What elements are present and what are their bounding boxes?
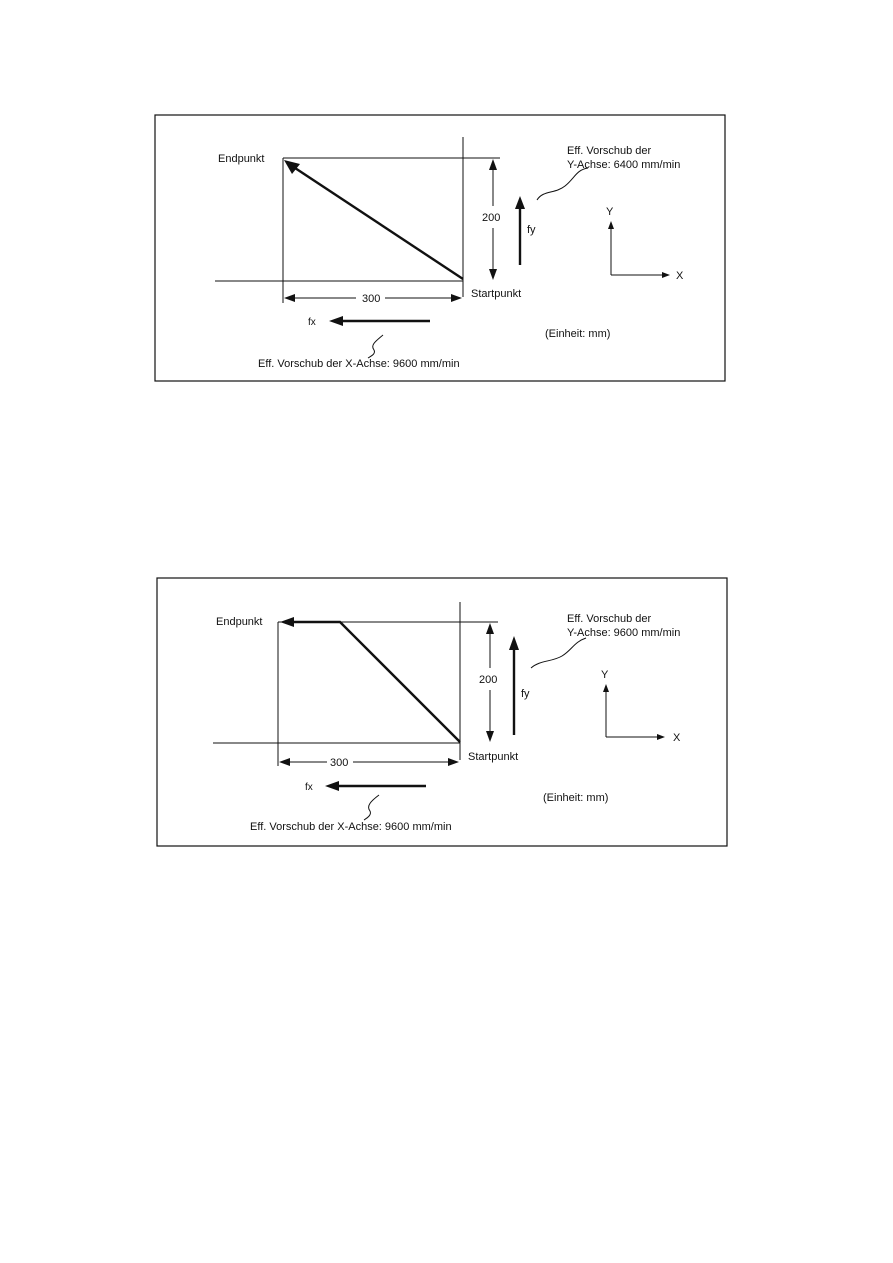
y-feed-line-1: Eff. Vorschub der (567, 145, 652, 157)
dim-y-arrow-down (486, 731, 494, 742)
dim-x-label: 300 (362, 293, 381, 305)
axis-x-arrowhead (662, 272, 670, 278)
axis-y-label: Y (606, 206, 614, 218)
axis-y-label: Y (601, 669, 609, 681)
y-feed-line-2: Y-Achse: 9600 mm/min (567, 627, 681, 639)
dim-x-arrow-left (279, 758, 290, 766)
x-feed-leader (364, 795, 379, 820)
y-feed-line-2: Y-Achse: 6400 mm/min (567, 159, 681, 171)
fy-label: fy (527, 224, 536, 236)
fy-arrowhead (509, 636, 519, 650)
y-feed-leader (537, 168, 588, 200)
startpoint-label: Startpunkt (468, 751, 519, 763)
path-arrowhead (280, 617, 294, 627)
dim-y-arrow-down (489, 269, 497, 280)
fy-arrowhead (515, 196, 525, 209)
fx-arrowhead (329, 316, 343, 326)
endpoint-label: Endpunkt (218, 153, 265, 165)
dim-y-label: 200 (479, 674, 498, 686)
x-feed-label: Eff. Vorschub der X-Achse: 9600 mm/min (250, 821, 452, 833)
axis-x-label: X (673, 732, 681, 744)
diagram-2 (157, 578, 727, 846)
endpoint-label: Endpunkt (216, 616, 263, 628)
startpoint-label: Startpunkt (471, 288, 522, 300)
dim-x-arrow-right (451, 294, 462, 302)
y-feed-leader (531, 638, 586, 668)
fx-label: fx (305, 782, 313, 793)
y-feed-line-1: Eff. Vorschub der (567, 613, 652, 625)
unit-label: (Einheit: mm) (545, 328, 611, 340)
interpolation-path (292, 166, 463, 279)
dim-y-arrow-up (489, 159, 497, 170)
fx-label: fx (308, 317, 316, 328)
dim-x-arrow-right (448, 758, 459, 766)
dim-y-label: 200 (482, 212, 501, 224)
axis-y-arrowhead (608, 221, 614, 229)
axis-x-label: X (676, 270, 684, 282)
diagram-1 (155, 115, 725, 381)
fx-arrowhead (325, 781, 339, 791)
dim-x-arrow-left (284, 294, 295, 302)
x-feed-label: Eff. Vorschub der X-Achse: 9600 mm/min (258, 358, 460, 370)
dim-x-label: 300 (330, 757, 349, 769)
dim-y-arrow-up (486, 623, 494, 634)
path-arrowhead (284, 160, 300, 174)
unit-label: (Einheit: mm) (543, 792, 609, 804)
interpolation-path (291, 622, 460, 742)
axis-y-arrowhead (603, 684, 609, 692)
x-feed-leader (368, 335, 383, 358)
axis-x-arrowhead (657, 734, 665, 740)
fy-label: fy (521, 688, 530, 700)
